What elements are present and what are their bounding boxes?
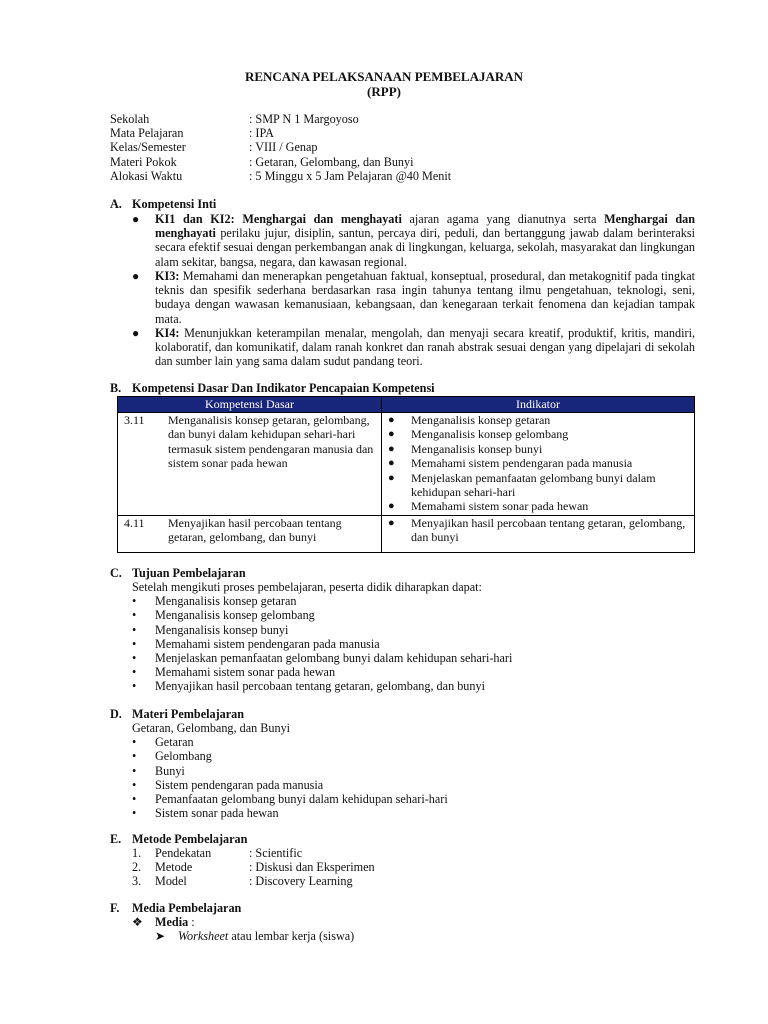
info-value: : Getaran, Gelombang, dan Bunyi [249,154,414,169]
info-label: Alokasi Waktu [110,168,183,183]
section-d-intro: Getaran, Gelombang, dan Bunyi [132,721,291,735]
bullet-icon: ● [388,500,395,513]
bullet-icon: • [132,735,137,750]
kd-number: 4.11 [124,516,145,530]
info-value: : VIII / Genap [249,140,318,155]
list-item: ● Menganalisis konsep bunyi [388,441,543,456]
section-e-heading: E. Metode Pembelajaran [110,832,248,846]
bullet-icon: ● [132,326,140,340]
info-label: Sekolah [110,112,150,126]
bullet-icon: ● [388,428,395,441]
bullet-icon: • [132,594,137,609]
kd-text: Menyajikan hasil percobaan tentang getaran, gelombang, dan bunyi [168,516,342,545]
table-row [118,516,695,553]
bullet-icon: ● [388,517,395,529]
list-item: ● Menyajikan hasil percobaan tentang getaran, gelombang, dan bunyi [388,516,686,545]
list-item: • Menganalisis konsep gelombang [132,608,315,623]
section-d-heading: D. Materi Pembelajaran [110,707,245,721]
kompetensi-table [117,396,695,553]
bullet-icon: • [132,665,137,680]
kd-number: 3.11 [124,413,145,427]
arrow-bullet-icon: ➤ [155,929,166,944]
list-item: • Pemanfaatan gelombang bunyi dalam kehidupan sehari-hari [132,791,448,806]
list-item: ● Menjelaskan pemanfaatan gelombang bunyi dalam kehidupan sehari-hari [388,470,656,500]
section-c-heading: C. Tujuan Pembelajaran [110,566,246,580]
bullet-icon: • [132,806,137,821]
info-row [110,140,451,154]
list-item: • Gelombang [132,749,212,764]
info-block [110,112,451,183]
bullet-icon: • [132,791,137,806]
list-item: • Menganalisis konsep bunyi [132,622,289,637]
bullet-icon: • [132,622,137,637]
list-item: ● Memahami sistem sonar pada hewan [388,499,589,514]
bullet-icon: • [132,749,137,764]
list-item: ● Menganalisis konsep getaran [388,413,551,427]
list-item: • Getaran [132,735,194,750]
section-d-body [132,721,448,820]
kd-text: Menganalisis konsep getaran, gelombang, dan bunyi dalam kehidupan sehari-hari termasuk sistem pendengaran manusia dan sistem sonar pada hewan [168,413,374,471]
info-row [110,155,451,169]
info-value: : 5 Minggu x 5 Jam Pelajaran @40 Menit [249,168,452,183]
list-item: • Bunyi [132,763,185,778]
bullet-icon: ● [388,414,395,426]
list-item: • Sistem sonar pada hewan [132,806,279,821]
info-label: Materi Pokok [110,154,177,169]
table-header-kd: Kompetensi Dasar [118,397,382,413]
list-item: • Memahami sistem sonar pada hewan [132,665,336,680]
info-label: Kelas/Semester [110,140,186,155]
info-row [110,169,451,183]
section-b-heading: B. Kompetensi Dasar Dan Indikator Pencapaian Kompetensi [110,381,435,395]
bullet-icon: ● [388,457,395,470]
bullet-icon: • [132,679,137,694]
list-item: 1. Pendekatan : Scientific [132,846,303,860]
bullet-icon: • [132,608,137,623]
table-row [118,413,695,516]
list-item: • Menjelaskan pemanfaatan gelombang bunyi dalam kehidupan sehari-hari [132,650,513,665]
info-label: Mata Pelajaran [110,126,184,141]
section-c-intro: Setelah mengikuti proses pembelajaran, peserta didik diharapkan dapat: [132,580,482,594]
document-title: RENCANA PELAKSANAAN PEMBELAJARAN [244,69,524,84]
list-item: • Menganalisis konsep getaran [132,594,297,609]
list-item: ❖ Media : [132,915,195,929]
ki3-paragraph: KI3: Memahami dan menerapkan pengetahuan faktual, konseptual, prosedural, dan metakognitif pada tingkat teknis dan spesifik sederhana berdasarkan rasa ingin tahunya tentang ilmu pengetahuan, teknologi, seni, budaya dengan wawasan kemanusiaan, kebangsaan, dan kenegaraan terkait fenomena dan kejadian tampak mata. [155,269,695,326]
list-item: • Menyajikan hasil percobaan tentang getaran, gelombang, dan bunyi [132,679,485,694]
info-row [110,112,451,126]
section-c-body [132,580,512,694]
section-f-body [132,915,354,943]
section-a-heading: A. Kompetensi Inti [110,197,217,211]
bullet-icon: ● [388,442,395,455]
document-subtitle: (RPP) [367,84,401,99]
bullet-icon: • [132,777,137,792]
ki1-paragraph: KI1 dan KI2: Menghargai dan menghayati ajaran agama yang dianutnya serta Menghargai dan menghayati perilaku jujur, disiplin, santun, percaya diri, peduli, dan bertanggung jawab dalam berinteraksi secara efektif sesuai dengan perkembangan anak di lingkungan, keluarga, sekolah, masyarakat dan lingkungan alam sekitar, bangsa, negara, dan kawasan regional. [155,212,696,269]
ki4-paragraph: KI4: Menunjukkan keterampilan menalar, mengolah, dan menyaji secara kreatif, produktif, kritis, mandiri, kolaboratif, dan komunikatif, dalam ranah konkret dan ranah abstrak sesuai dengan yang dipelajari di sekolah dan sumber lain yang sama dalam sudut pandang teori. [155,326,695,369]
info-value: : SMP N 1 Margoyoso [249,112,359,126]
list-item: • Sistem pendengaran pada manusia [132,777,324,792]
list-item: ➤ Worksheet atau lembar kerja (siswa) [155,929,355,944]
section-f-heading: F. Media Pembelajaran [110,901,242,915]
list-item: 2. Metode : Diskusi dan Eksperimen [132,860,375,875]
bullet-icon: • [132,650,137,665]
info-row [110,126,451,140]
bullet-icon: ● [388,471,395,484]
indikator-list [382,516,694,545]
list-item: • Memahami sistem pendengaran pada manusia [132,636,380,651]
bullet-icon: • [132,636,137,651]
list-item: ● Menganalisis konsep gelombang [388,427,569,442]
bullet-icon: ● [132,269,140,283]
bullet-icon: ● [132,212,140,226]
section-e-body [132,846,375,889]
info-value: : IPA [249,126,274,141]
list-item: ● Memahami sistem pendengaran pada manusia [388,456,633,471]
list-item: 3. Model : Discovery Learning [132,874,353,889]
indikator-list [382,413,694,514]
diamond-bullet-icon: ❖ [132,915,143,929]
table-header-indikator: Indikator [382,397,695,413]
bullet-icon: • [132,763,137,778]
